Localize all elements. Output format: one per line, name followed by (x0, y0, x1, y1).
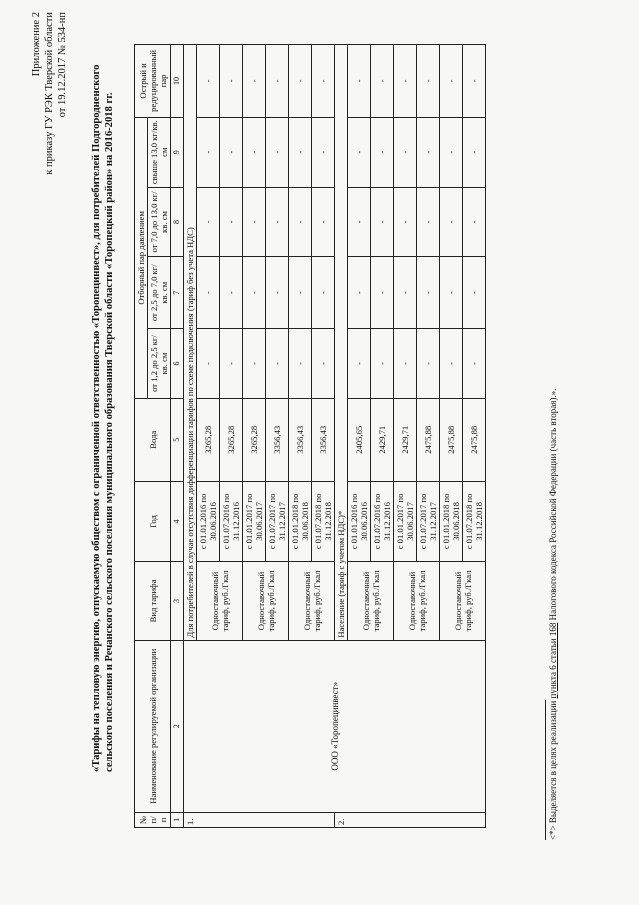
water-value: 3356,43 (266, 398, 289, 481)
section-title: Население (тариф с учетом НДС)* (335, 45, 348, 641)
column-number: 8 (171, 187, 184, 257)
header-steam-2: от 2,5 до 7,0 кг/кв. см (148, 257, 171, 329)
period-cell: с 01.07.2016 по 31.12.2016 (220, 481, 243, 562)
column-number: 7 (171, 257, 184, 329)
appendix-line-1: Приложение 2 (31, 12, 42, 77)
steam-2-value: - (266, 257, 289, 329)
footnote (548, 389, 558, 840)
steam-4-value: - (440, 117, 463, 187)
tariff-type-cell: Одноставочный тариф, руб./Гкал (197, 562, 243, 640)
steam-1-value: - (289, 329, 312, 399)
column-number: 2 (171, 640, 184, 812)
period-cell: с 01.01.2018 по 30.06.2018 (440, 481, 463, 562)
steam-3-value: - (197, 187, 220, 257)
column-number: 1 (171, 812, 184, 827)
steam-2-value: - (312, 257, 335, 329)
title-line-1: «Тарифы на тепловую энергию, отпускаемую обществом с ограниченной ответственностью «Торопецинвест», для потребителей Подгородненского (91, 64, 102, 772)
tariff-type-cell: Одноставочный тариф, руб./Гкал (394, 562, 440, 640)
header-row-1 (135, 45, 148, 828)
steam-2-value: - (243, 257, 266, 329)
period-cell: с 01.01.2017 по 30.06.2017 (243, 481, 266, 562)
header-water: Вода (135, 398, 171, 481)
steam-3-value: - (289, 187, 312, 257)
header-steam-3: от 7,0 до 13,0 кг/кв. см (148, 187, 171, 257)
period-cell: с 01.07.2017 по 31.12.2017 (417, 481, 440, 562)
header-num: № п/п (135, 812, 171, 827)
steam-1-value: - (371, 329, 394, 399)
header-year: Год (135, 481, 171, 562)
sharp-steam-value: - (371, 45, 394, 118)
tariff-type-cell: Одноставочный тариф, руб./Гкал (440, 562, 486, 640)
steam-1-value: - (463, 329, 486, 399)
organization-name: ООО «Торопецинвест» (184, 640, 486, 812)
water-value: 2429,71 (371, 398, 394, 481)
steam-1-value: - (440, 329, 463, 399)
section-title: Для потребителей в случае отсутствия дифференциации тарифов по схеме подключения (тариф без учета НДС) (184, 45, 197, 641)
title-line-2: сельского поселения и Речанского сельского поселения муниципального образования Тверской области «Торопецкий район» на 2016-2018 гг. (104, 92, 116, 772)
steam-2-value: - (463, 257, 486, 329)
steam-1-value: - (266, 329, 289, 399)
header-steam-1: от 1,2 до 2,5 кг/кв. см (148, 329, 171, 399)
steam-3-value: - (394, 187, 417, 257)
period-cell: с 01.01.2018 по 30.06.2018 (289, 481, 312, 562)
water-value: 2429,71 (394, 398, 417, 481)
sharp-steam-value: - (463, 45, 486, 118)
appendix-line-3: от 19.12.2017 № 534-нп (57, 12, 68, 118)
water-value: 3265,28 (197, 398, 220, 481)
steam-4-value: - (371, 117, 394, 187)
column-number: 6 (171, 329, 184, 399)
footnote-link[interactable]: пункта 6 статьи 168 (548, 622, 558, 699)
steam-4-value: - (417, 117, 440, 187)
steam-3-value: - (220, 187, 243, 257)
header-sharp-steam: Острый и редуцированный пар (135, 45, 171, 118)
steam-2-value: - (394, 257, 417, 329)
steam-4-value: - (197, 117, 220, 187)
steam-2-value: - (220, 257, 243, 329)
water-value: 3265,28 (220, 398, 243, 481)
sharp-steam-value: - (440, 45, 463, 118)
steam-2-value: - (348, 257, 371, 329)
water-value: 2405,65 (348, 398, 371, 481)
tariff-table (134, 44, 486, 828)
steam-4-value: - (348, 117, 371, 187)
header-steam: Отборный пар давлением (135, 117, 148, 398)
column-number: 4 (171, 481, 184, 562)
steam-2-value: - (289, 257, 312, 329)
period-cell: с 01.07.2017 по 31.12.2017 (266, 481, 289, 562)
steam-3-value: - (312, 187, 335, 257)
column-number: 5 (171, 398, 184, 481)
appendix-line-2: к приказу ГУ РЭК Тверской области (44, 12, 55, 175)
tariff-type-cell: Одноставочный тариф, руб./Гкал (289, 562, 335, 640)
sharp-steam-value: - (394, 45, 417, 118)
steam-3-value: - (417, 187, 440, 257)
steam-4-value: - (243, 117, 266, 187)
steam-4-value: - (312, 117, 335, 187)
steam-2-value: - (371, 257, 394, 329)
water-value: 3265,28 (243, 398, 266, 481)
water-value: 2475,88 (417, 398, 440, 481)
steam-4-value: - (220, 117, 243, 187)
footnote-separator (545, 700, 546, 840)
steam-3-value: - (371, 187, 394, 257)
water-value: 3356,43 (289, 398, 312, 481)
period-cell: с 01.01.2016 по 30.06.2016 (197, 481, 220, 562)
section-title-row (184, 45, 197, 828)
period-cell: с 01.07.2016 по 31.12.2016 (371, 481, 394, 562)
section-number: 2. (335, 812, 486, 827)
steam-2-value: - (417, 257, 440, 329)
footnote-suffix: Налогового кодекса Российской Федерации (часть вторая).». (548, 388, 558, 623)
period-cell: с 01.01.2017 по 30.06.2017 (394, 481, 417, 562)
steam-3-value: - (463, 187, 486, 257)
steam-4-value: - (266, 117, 289, 187)
steam-3-value: - (440, 187, 463, 257)
steam-1-value: - (220, 329, 243, 399)
period-cell: с 01.01.2016 по 30.06.2016 (348, 481, 371, 562)
steam-1-value: - (197, 329, 220, 399)
steam-1-value: - (348, 329, 371, 399)
steam-3-value: - (266, 187, 289, 257)
sharp-steam-value: - (312, 45, 335, 118)
tariff-type-cell: Одноставочный тариф, руб./Гкал (348, 562, 394, 640)
sharp-steam-value: - (289, 45, 312, 118)
footnote-prefix: <*> Выделяется в целях реализации (548, 698, 558, 840)
steam-4-value: - (289, 117, 312, 187)
steam-1-value: - (394, 329, 417, 399)
water-value: 2475,88 (440, 398, 463, 481)
column-number-row (171, 45, 184, 828)
steam-1-value: - (312, 329, 335, 399)
period-cell: с 01.07.2018 по 31.12.2018 (463, 481, 486, 562)
column-number: 9 (171, 117, 184, 187)
appendix-header (30, 12, 69, 272)
sharp-steam-value: - (348, 45, 371, 118)
steam-1-value: - (243, 329, 266, 399)
sharp-steam-value: - (220, 45, 243, 118)
steam-4-value: - (394, 117, 417, 187)
steam-3-value: - (348, 187, 371, 257)
steam-2-value: - (197, 257, 220, 329)
header-org-name: Наименование регулируемой организации (135, 640, 171, 812)
sharp-steam-value: - (417, 45, 440, 118)
document-title (90, 64, 116, 772)
column-number: 10 (171, 45, 184, 118)
water-value: 2475,88 (463, 398, 486, 481)
sharp-steam-value: - (243, 45, 266, 118)
section-number: 1. (184, 812, 335, 827)
water-value: 3356,43 (312, 398, 335, 481)
header-tariff-type: Вид тарифа (135, 562, 171, 640)
tariff-type-cell: Одноставочный тариф, руб./Гкал (243, 562, 289, 640)
steam-2-value: - (440, 257, 463, 329)
period-cell: с 01.07.2018 по 31.12.2018 (312, 481, 335, 562)
column-number: 3 (171, 562, 184, 640)
table-body (135, 45, 486, 828)
steam-3-value: - (243, 187, 266, 257)
sharp-steam-value: - (266, 45, 289, 118)
steam-4-value: - (463, 117, 486, 187)
sharp-steam-value: - (197, 45, 220, 118)
header-steam-4: свыше 13,0 кг/кв. см (148, 117, 171, 187)
steam-1-value: - (417, 329, 440, 399)
